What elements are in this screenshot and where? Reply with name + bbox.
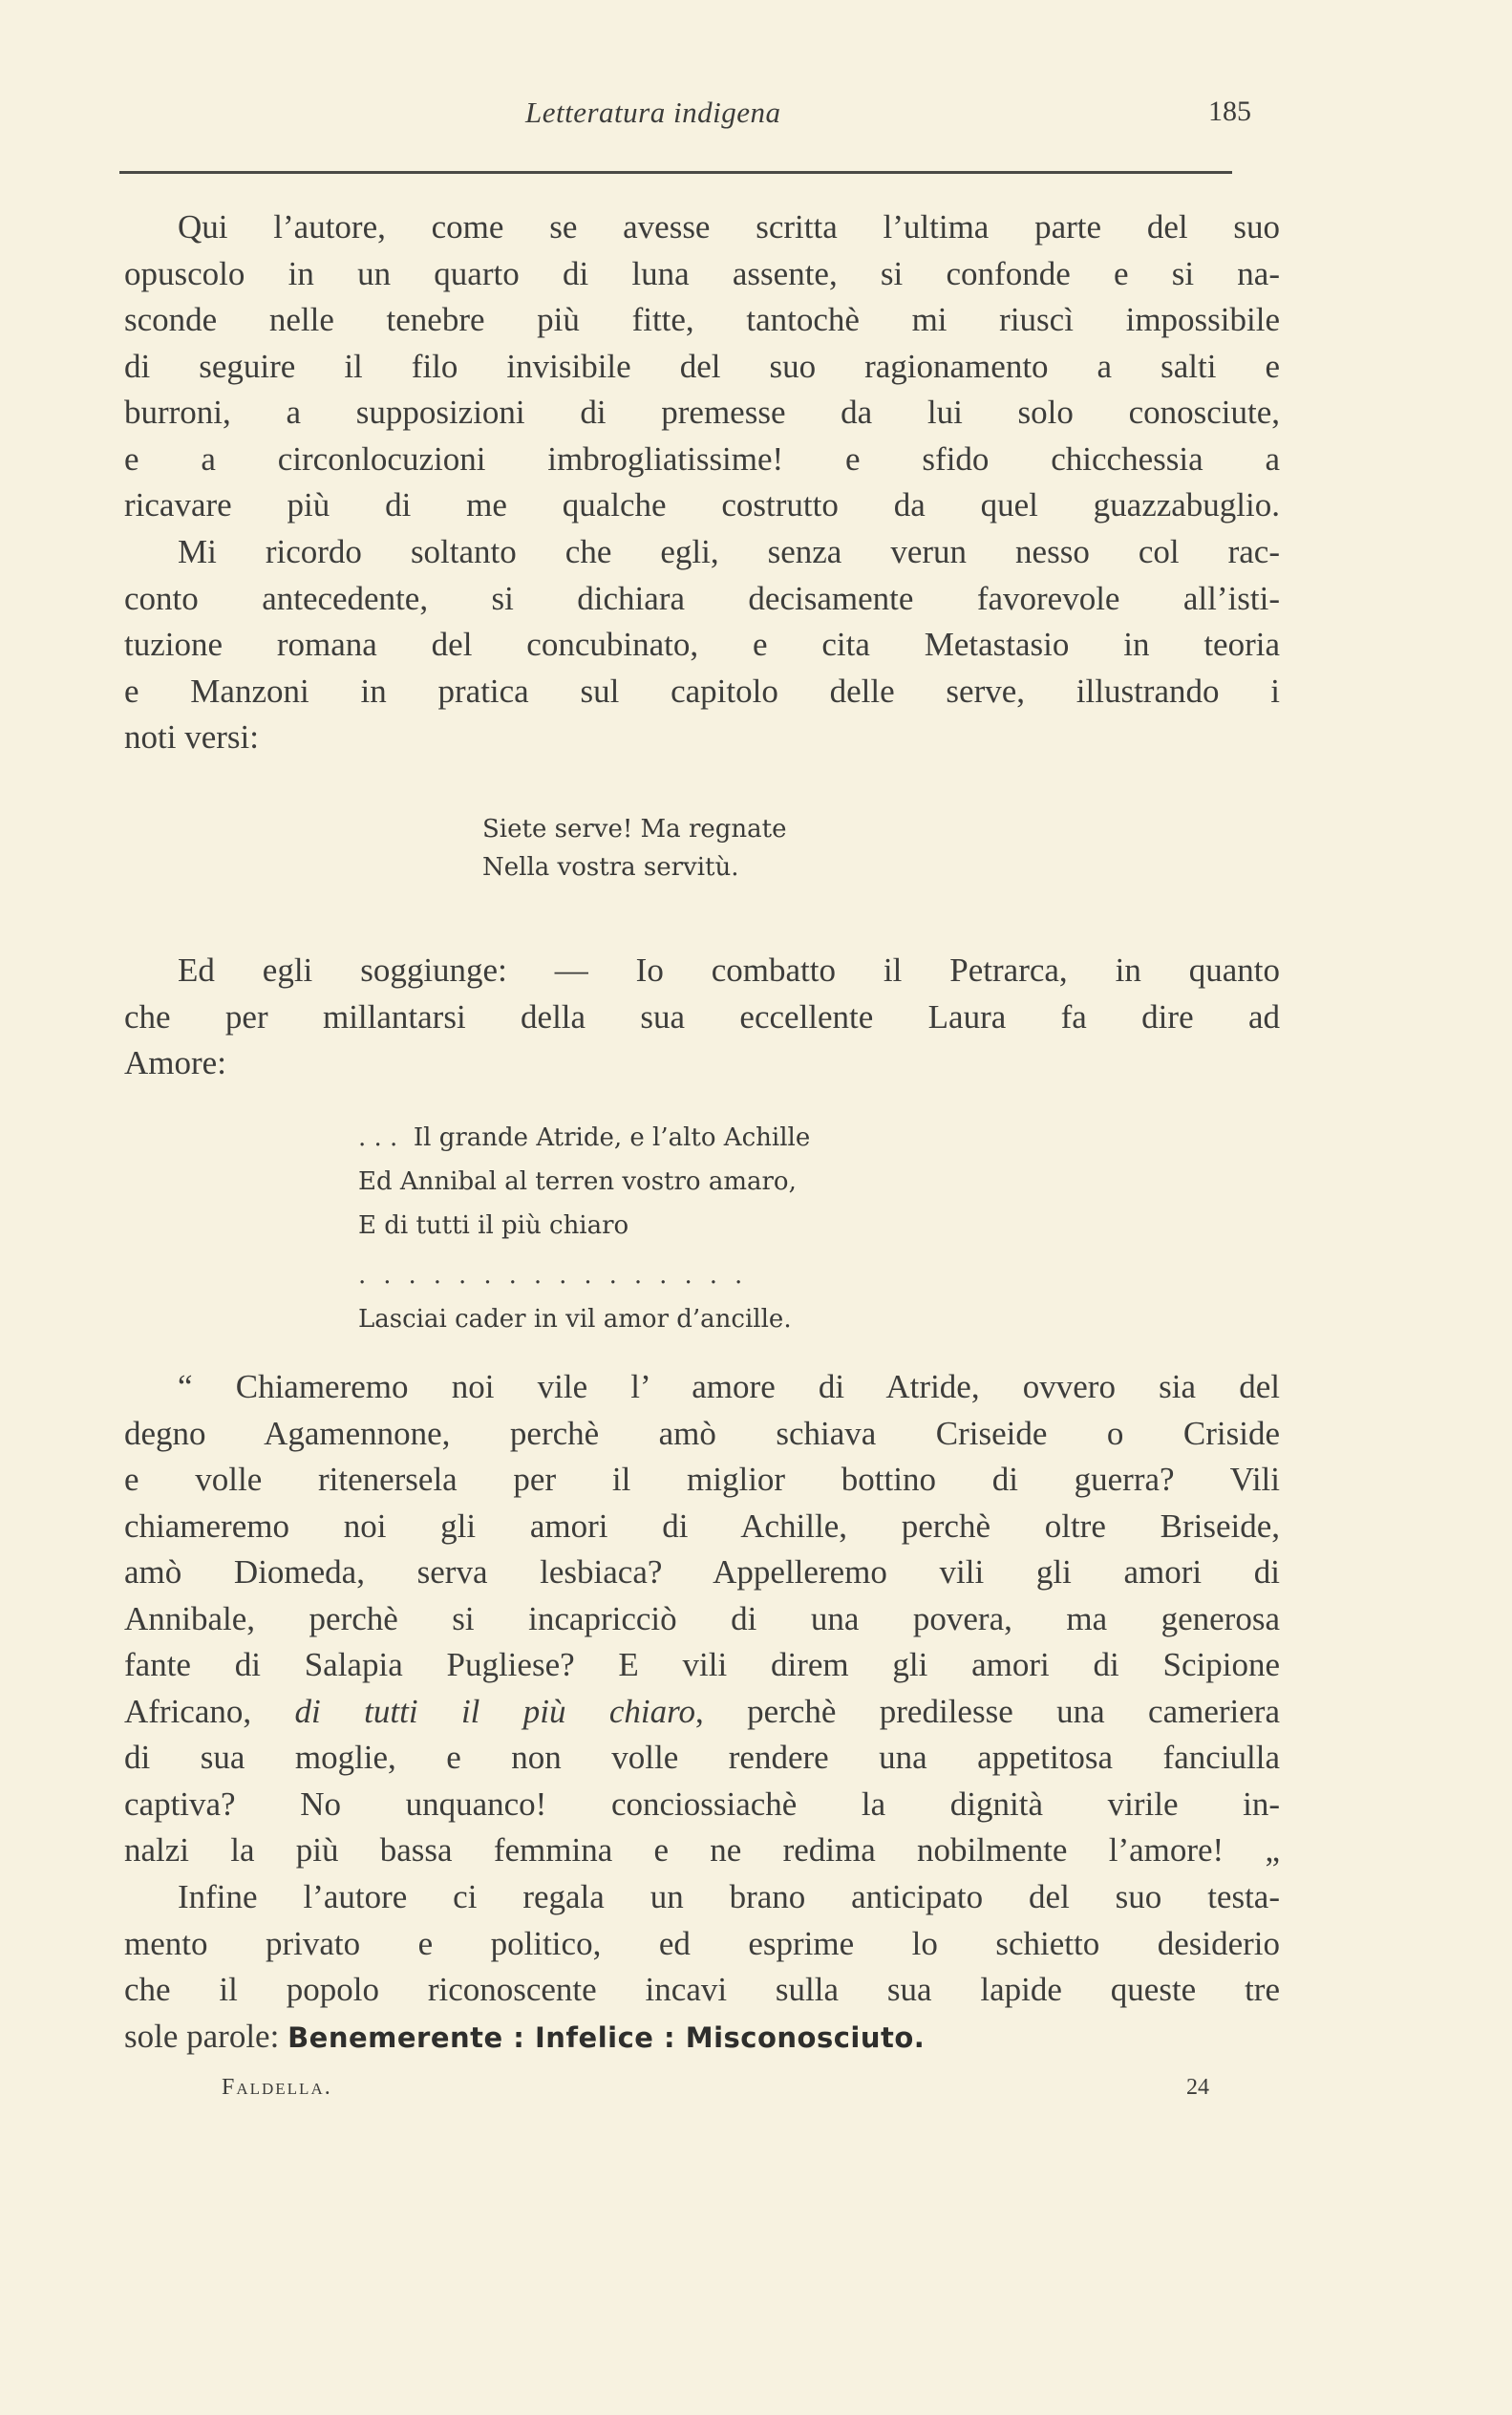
italic-quote: di tutti il più chiaro — [294, 1692, 695, 1730]
text-line: chiameremo noi gli amori di Achille, perchè oltre Briseide, — [124, 1507, 1280, 1545]
text-line: sconde nelle tenebre più fitte, tantochè mi riuscì impossibile — [124, 301, 1280, 338]
verse-ellipsis-row: ................ — [358, 1261, 760, 1290]
text-fragment: , perchè predilesse una cameriera — [694, 1692, 1280, 1730]
text-line: di seguire il filo invisibile del suo ragionamento a salti e — [124, 347, 1280, 385]
paragraph-3 — [124, 948, 1280, 1087]
verse-quote-1 — [482, 810, 787, 887]
verse-line: Ed Annibal al terren vostro amaro, — [358, 1167, 797, 1196]
text-line: tuzione romana del concubinato, e cita Metastasio in teoria — [124, 626, 1280, 663]
text-line: Infine l’autore ci regala un brano anticipato del suo testa- — [178, 1878, 1280, 1915]
text-line: di sua moglie, e non volle rendere una appetitosa fanciulla — [124, 1739, 1280, 1776]
text-line: amò Diomeda, serva lesbiaca? Appelleremo vili gli amori di — [124, 1553, 1280, 1591]
text-line: Amore: — [124, 1044, 226, 1081]
verse-line: E di tutti il più chiaro — [358, 1211, 629, 1240]
running-head — [124, 96, 1251, 141]
signature-mark: Faldella. — [222, 2075, 332, 2100]
verse-line: . . . Il grande Atride, e l’alto Achille — [358, 1123, 811, 1152]
header-rule — [119, 171, 1232, 174]
text-line: che il popolo riconoscente incavi sulla sua lapide queste tre — [124, 1971, 1280, 2008]
text-fragment: Africano, — [124, 1692, 295, 1730]
text-line: opuscolo in un quarto di luna assente, si confonde e si na- — [124, 254, 1280, 292]
text-line: burroni, a supposizioni di premesse da lui solo conosciute, — [124, 394, 1280, 431]
text-line: Qui l’autore, come se avesse scritta l’ultima parte del suo — [178, 208, 1280, 246]
text-line: che per millantarsi della sua eccellente Laura fa dire ad — [124, 997, 1280, 1036]
signature-footer — [222, 2075, 1272, 2113]
text-line: Ed egli soggiunge: — Io combatto il Petrarca, in quanto — [178, 951, 1280, 989]
text-line: e Manzoni in pratica sul capitolo delle serve, illustrando i — [124, 672, 1280, 710]
text-line-with-epitaph — [124, 2014, 1280, 2062]
verse-quote-2 — [358, 1116, 810, 1341]
text-line: noti versi: — [124, 718, 259, 756]
text-line: Annibale, perchè si incapricciò di una povera, ma generosa — [124, 1599, 1280, 1637]
verse-line: Nella vostra servitù. — [482, 853, 739, 882]
paragraph-5 — [124, 1874, 1280, 2061]
text-fragment: sole parole: — [124, 2017, 288, 2055]
text-line: e volle ritenersela per il miglior bottino di guerra? Vili — [124, 1461, 1280, 1498]
sheet-number: 24 — [1186, 2075, 1209, 2100]
page-number: 185 — [1208, 96, 1251, 127]
paragraph-1 — [124, 204, 1280, 529]
text-line: captiva? No unquanco! conciossiachè la dignità virile in- — [124, 1785, 1280, 1823]
text-line-with-italic — [124, 1689, 1280, 1736]
epitaph-words: Benemerente : Infelice : Misconosciuto. — [287, 2020, 926, 2054]
text-line: degno Agamennone, perchè amò schiava Criseide o Criside — [124, 1414, 1280, 1452]
paragraph-4 — [124, 1364, 1280, 1874]
verse-line: Lasciai cader in vil amor d’ancille. — [358, 1305, 792, 1334]
text-line: nalzi la più bassa femmina e ne redima nobilmente l’amore! „ — [124, 1831, 1280, 1869]
verse-line: Siete serve! Ma regnate — [482, 815, 787, 844]
text-line: e a circonlocuzioni imbrogliatissime! e sfido chicchessia a — [124, 439, 1280, 478]
text-line: “ Chiameremo noi vile l’ amore di Atride, ovvero sia del — [178, 1368, 1280, 1405]
running-title: Letteratura indigena — [525, 96, 781, 129]
paragraph-2 — [124, 529, 1280, 761]
text-line: fante di Salapia Pugliese? E vili direm gli amori di Scipione — [124, 1646, 1280, 1683]
text-line: Mi ricordo soltanto che egli, senza verun nesso col rac- — [178, 533, 1280, 570]
text-line: ricavare più di me qualche costrutto da quel guazzabuglio. — [124, 486, 1280, 524]
text-line: mento privato e politico, ed esprime lo schietto desiderio — [124, 1924, 1280, 1962]
text-line: conto antecedente, si dichiara decisamente favorevole all’isti- — [124, 579, 1280, 617]
